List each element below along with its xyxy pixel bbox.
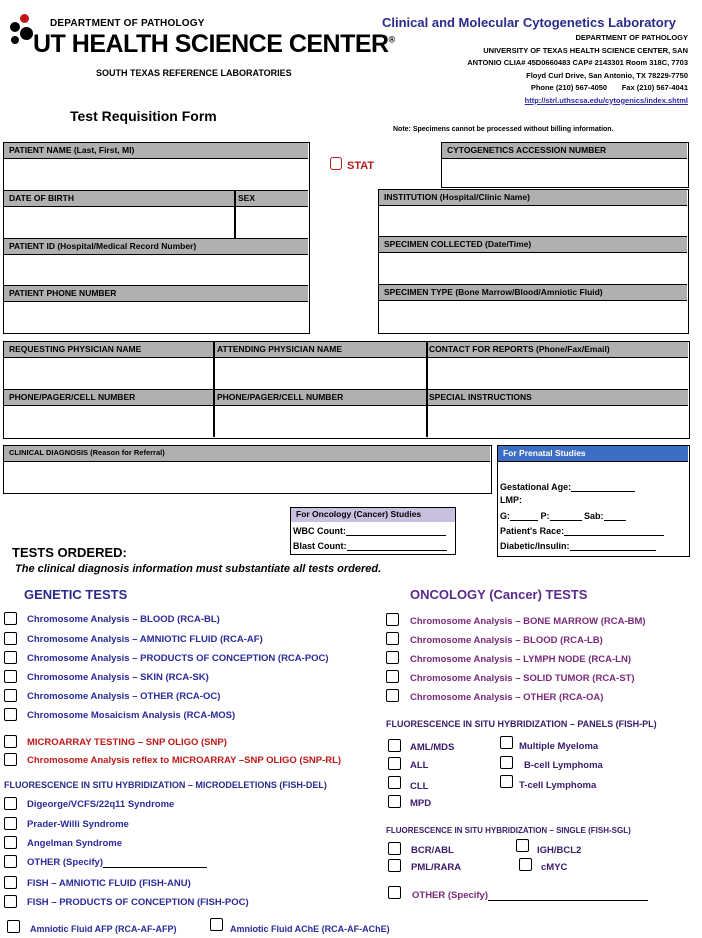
lab-title: Clinical and Molecular Cytogenetics Laboratory bbox=[381, 15, 676, 30]
ache-item: Amniotic Fluid AChE (RCA-AF-AChE) bbox=[230, 924, 390, 934]
onc-item: Chromosome Analysis – LYMPH NODE (RCA-LN) bbox=[410, 654, 631, 665]
oncology-block bbox=[290, 507, 456, 555]
fish-pl-title: FLUORESCENCE IN SITU HYBRIDIZATION – PANELS (FISH-PL) bbox=[386, 719, 657, 729]
fish-sgl-checkbox[interactable] bbox=[388, 859, 401, 872]
patient-name-label: PATIENT NAME (Last, First, MI) bbox=[4, 143, 308, 159]
onc-item: Chromosome Analysis – SOLID TUMOR (RCA-ST) bbox=[410, 673, 635, 684]
stat-label: STAT bbox=[347, 160, 375, 172]
fish-del-checkbox[interactable] bbox=[4, 836, 17, 849]
genetic-checkbox[interactable] bbox=[4, 689, 17, 702]
fish-pl-item: ALL bbox=[410, 760, 429, 771]
lab-address: DEPARTMENT OF PATHOLOGY UNIVERSITY OF TEXAS HEALTH SCIENCE CENTER, SAN ANTONIO CLIA# 45D0660483 CAP# 2143301 Room 318C, 7703 Floyd Curl Drive, San Antonio, TX 78229-7750 Phone (210) 567-4050 Fax (210) 567-4041 http://strl.uthscsa.edu/cytogenics/index.shtml bbox=[467, 32, 688, 107]
onc-other-input[interactable] bbox=[488, 900, 648, 901]
ache-checkbox[interactable] bbox=[210, 918, 223, 931]
fish-sgl-checkbox[interactable] bbox=[388, 842, 401, 855]
requesting-label: REQUESTING PHYSICIAN NAME bbox=[9, 344, 142, 354]
fish-sgl-title: FLUORESCENCE IN SITU HYBRIDIZATION – SINGLE (FISH-SGL) bbox=[386, 826, 631, 835]
billing-note: Note: Specimens cannot be processed without billing information. bbox=[393, 126, 614, 133]
fish-del-checkbox[interactable] bbox=[4, 895, 17, 908]
attending-input[interactable] bbox=[215, 360, 425, 388]
fish-del-item: Prader-Willi Syndrome bbox=[27, 819, 129, 830]
fish-del-checkbox[interactable] bbox=[4, 855, 17, 868]
patient-phone-label: PATIENT PHONE NUMBER bbox=[4, 286, 308, 302]
microarray-reflex-checkbox[interactable] bbox=[4, 753, 17, 766]
wbc-input[interactable] bbox=[346, 535, 446, 536]
fish-sgl-checkbox[interactable] bbox=[519, 858, 532, 871]
g-label: G: bbox=[500, 511, 510, 521]
patient-id-label: PATIENT ID (Hospital/Medical Record Number) bbox=[4, 239, 308, 255]
p-input[interactable] bbox=[550, 520, 582, 521]
contact-label: CONTACT FOR REPORTS (Phone/Fax/Email) bbox=[429, 344, 610, 354]
accession-label: CYTOGENETICS ACCESSION NUMBER bbox=[442, 143, 687, 159]
fish-pl-item: T-cell Lymphoma bbox=[519, 780, 597, 791]
fish-pl-checkbox[interactable] bbox=[388, 795, 401, 808]
specimen-block bbox=[378, 189, 689, 334]
fish-sgl-checkbox[interactable] bbox=[516, 839, 529, 852]
accession-block bbox=[441, 142, 689, 188]
genetic-item: Chromosome Mosaicism Analysis (RCA-MOS) bbox=[27, 710, 236, 721]
patient-block bbox=[3, 142, 310, 334]
genetic-item: Chromosome Analysis – SKIN (RCA-SK) bbox=[27, 672, 209, 683]
diabetic-label: Diabetic/Insulin: bbox=[500, 541, 570, 551]
onc-item: Chromosome Analysis – OTHER (RCA-OA) bbox=[410, 692, 604, 703]
institution-input[interactable] bbox=[379, 208, 687, 235]
pager2-label: PHONE/PAGER/CELL NUMBER bbox=[217, 392, 344, 402]
oncology-title: For Oncology (Cancer) Studies bbox=[291, 508, 455, 522]
onc-checkbox[interactable] bbox=[386, 670, 399, 683]
fish-del-title: FLUORESCENCE IN SITU HYBRIDIZATION – MICRODELETIONS (FISH-DEL) bbox=[4, 780, 327, 790]
fish-pl-item: MPD bbox=[410, 798, 432, 809]
patient-phone-input[interactable] bbox=[4, 304, 308, 332]
sab-label: Sab: bbox=[584, 511, 604, 521]
blast-input[interactable] bbox=[347, 550, 447, 551]
fish-pl-item: B-cell Lymphoma bbox=[524, 760, 603, 771]
fish-pl-checkbox[interactable] bbox=[388, 757, 401, 770]
patient-id-input[interactable] bbox=[4, 257, 308, 284]
genetic-checkbox[interactable] bbox=[4, 651, 17, 664]
microarray-checkbox[interactable] bbox=[4, 735, 17, 748]
g-input[interactable] bbox=[510, 520, 538, 521]
org-sub: SOUTH TEXAS REFERENCE LABORATORIES bbox=[96, 68, 292, 78]
diagnosis-block bbox=[3, 445, 492, 494]
fish-del-item: Angelman Syndrome bbox=[27, 838, 123, 849]
accession-input[interactable] bbox=[442, 161, 687, 186]
prenatal-block bbox=[497, 445, 690, 557]
fish-pl-checkbox[interactable] bbox=[388, 739, 401, 752]
genetic-checkbox[interactable] bbox=[4, 670, 17, 683]
fish-del-item: FISH – AMNIOTIC FLUID (FISH-ANU) bbox=[27, 878, 191, 889]
afp-checkbox[interactable] bbox=[7, 920, 20, 933]
requesting-input[interactable] bbox=[4, 360, 212, 388]
special-input[interactable] bbox=[428, 408, 688, 436]
diagnosis-input[interactable] bbox=[4, 464, 490, 492]
microarray-reflex-item: Chromosome Analysis reflex to MICROARRAY –SNP OLIGO (SNP-RL) bbox=[27, 755, 342, 766]
fish-del-checkbox[interactable] bbox=[4, 876, 17, 889]
fish-pl-checkbox[interactable] bbox=[500, 756, 513, 769]
onc-other-label: OTHER (Specify) bbox=[412, 890, 489, 901]
lab-url-link[interactable]: http://strl.uthscsa.edu/cytogenics/index.shtml bbox=[524, 95, 688, 105]
tests-note: The clinical diagnosis information must substantiate all tests ordered. bbox=[15, 563, 382, 575]
special-label: SPECIAL INSTRUCTIONS bbox=[429, 392, 532, 402]
gest-input[interactable] bbox=[571, 491, 635, 492]
genetic-title: GENETIC TESTS bbox=[24, 587, 128, 602]
race-input[interactable] bbox=[564, 535, 664, 536]
diagnosis-label: CLINICAL DIAGNOSIS (Reason for Referral) bbox=[4, 446, 490, 462]
genetic-checkbox[interactable] bbox=[4, 632, 17, 645]
genetic-item: Chromosome Analysis – BLOOD (RCA-BL) bbox=[27, 614, 220, 625]
pager1-input[interactable] bbox=[4, 408, 212, 436]
onc-checkbox[interactable] bbox=[386, 689, 399, 702]
fish-pl-item: AML/MDS bbox=[410, 742, 455, 753]
onc-checkbox[interactable] bbox=[386, 613, 399, 626]
form-title: Test Requisition Form bbox=[70, 108, 217, 124]
wbc-label: WBC Count: bbox=[293, 526, 346, 536]
fish-other-input[interactable] bbox=[103, 867, 207, 868]
genetic-item: Chromosome Analysis – OTHER (RCA-OC) bbox=[27, 691, 221, 702]
fish-del-item: FISH – PRODUCTS OF CONCEPTION (FISH-POC) bbox=[27, 897, 249, 908]
specimen-type-label: SPECIMEN TYPE (Bone Marrow/Blood/Amniotic Fluid) bbox=[379, 285, 687, 301]
genetic-checkbox[interactable] bbox=[4, 708, 17, 721]
dob-input[interactable] bbox=[4, 209, 232, 237]
org-name: UT HEALTH SCIENCE CENTER® bbox=[33, 30, 395, 58]
fish-sgl-item: BCR/ABL bbox=[411, 845, 454, 856]
institution-label: INSTITUTION (Hospital/Clinic Name) bbox=[379, 190, 687, 206]
prenatal-title: For Prenatal Studies bbox=[498, 446, 688, 462]
dept-label: DEPARTMENT OF PATHOLOGY bbox=[50, 18, 205, 29]
pager2-input[interactable] bbox=[215, 408, 425, 436]
fish-sgl-item: IGH/BCL2 bbox=[537, 845, 582, 856]
gest-label: Gestational Age: bbox=[500, 482, 572, 492]
lmp-label: LMP: bbox=[500, 495, 522, 505]
race-label: Patient's Race: bbox=[500, 526, 565, 536]
genetic-item: Chromosome Analysis – AMNIOTIC FLUID (RCA-AF) bbox=[27, 634, 263, 645]
sex-input[interactable] bbox=[236, 209, 308, 237]
stat-checkbox[interactable] bbox=[330, 157, 342, 170]
afp-item: Amniotic Fluid AFP (RCA-AF-AFP) bbox=[30, 924, 177, 934]
specimen-type-input[interactable] bbox=[379, 303, 687, 331]
fish-sgl-item: PML/RARA bbox=[411, 862, 462, 873]
onc-title: ONCOLOGY (Cancer) TESTS bbox=[410, 587, 588, 602]
onc-checkbox[interactable] bbox=[386, 651, 399, 664]
diabetic-input[interactable] bbox=[570, 550, 656, 551]
onc-checkbox[interactable] bbox=[386, 632, 399, 645]
onc-other-checkbox[interactable] bbox=[388, 886, 401, 899]
collected-label: SPECIMEN COLLECTED (Date/Time) bbox=[379, 237, 687, 253]
collected-input[interactable] bbox=[379, 255, 687, 283]
fish-del-checkbox[interactable] bbox=[4, 797, 17, 810]
fish-pl-checkbox[interactable] bbox=[388, 776, 401, 789]
fish-del-item: Digeorge/VCFS/22q11 Syndrome bbox=[27, 799, 175, 810]
genetic-checkbox[interactable] bbox=[4, 612, 17, 625]
fish-pl-checkbox[interactable] bbox=[500, 775, 513, 788]
attending-label: ATTENDING PHYSICIAN NAME bbox=[217, 344, 342, 354]
sab-input[interactable] bbox=[604, 520, 626, 521]
microarray-item: MICROARRAY TESTING – SNP OLIGO (SNP) bbox=[27, 737, 227, 748]
contact-input[interactable] bbox=[428, 360, 688, 388]
sex-label: SEX bbox=[238, 193, 256, 203]
fish-pl-item: CLL bbox=[410, 781, 429, 792]
patient-name-input[interactable] bbox=[4, 161, 308, 189]
dob-label: DATE OF BIRTH bbox=[9, 193, 75, 203]
tests-ordered-title: TESTS ORDERED: bbox=[12, 545, 127, 560]
genetic-item: Chromosome Analysis – PRODUCTS OF CONCEPTION (RCA-POC) bbox=[27, 653, 329, 664]
onc-item: Chromosome Analysis – BONE MARROW (RCA-BM) bbox=[410, 616, 646, 627]
onc-item: Chromosome Analysis – BLOOD (RCA-LB) bbox=[410, 635, 603, 646]
p-label: P: bbox=[540, 511, 550, 521]
fish-pl-item: Multiple Myeloma bbox=[519, 741, 599, 752]
pager1-label: PHONE/PAGER/CELL NUMBER bbox=[9, 392, 136, 402]
fish-del-checkbox[interactable] bbox=[4, 817, 17, 830]
fish-pl-checkbox[interactable] bbox=[500, 736, 513, 749]
fish-del-item: OTHER (Specify) bbox=[27, 857, 104, 868]
physician-block bbox=[3, 341, 690, 439]
fish-sgl-item: cMYC bbox=[541, 862, 568, 873]
blast-label: Blast Count: bbox=[293, 541, 347, 551]
